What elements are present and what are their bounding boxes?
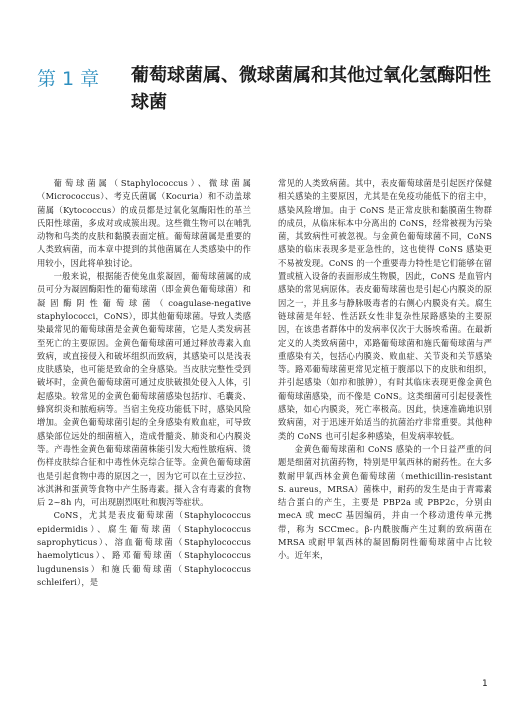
left-column (37, 177, 251, 589)
paragraph: 一般来说，根据能否使兔血浆凝固，葡萄球菌属的成员可分为凝固酶阳性的葡萄球菌（即金黄色葡萄球菌）和凝固酶阴性葡萄球菌（coagulase-negative staphylococci，CoNS），即其他葡萄球菌。导致人类感染最常见的葡萄球菌是金黄色葡萄球菌，它是人类发病甚至死亡的主要原因。金黄色葡萄球菌可通过释放毒素入血致病，或直接侵入和破坏组织而致病，其感染可以是浅表皮肤感染，也可能是致命的全身感染。当皮肤完整性受到破坏时，金黄色葡萄球菌可通过皮肤破损处侵入人体，引起感染。较常见的金黄色葡萄球菌感染包括疖、毛囊炎、蜂窝织炎和脓疱病等。当宿主免疫功能低下时，感染风险增加。金黄色葡萄球菌引起的全身感染有败血症，可导致感染部位远处的细菌植入，造成骨髓炎、肺炎和心内膜炎等。产毒性金黄色葡萄球菌菌株能引发大疱性脓疱病、烫伤样皮肤综合征和中毒性休克综合征等。金黄色葡萄球菌也是引起食物中毒的原因之一，因为它可以在土豆沙拉、冰淇淋和蛋黄等食物中产生肠毒素。摄入含有毒素的食物后 2~8h 内，可出现剧烈呕吐和腹泻等症状。 (37, 271, 251, 508)
chapter-number: 第 1 章 (37, 68, 100, 90)
paragraph: 常见的人类致病菌。其中，表皮葡萄球菌是引起医疗保健相关感染的主要原因，尤其是在免疫功能低下的宿主中，感染风险增加。由于 CoNS 是正常皮肤和黏膜菌生物群的成员，从临床标本中分离出的 CoNS，经常被视为污染菌，其致病性可被忽视。与金黄色葡萄球菌不同，CoNS 感染的临床表现多是亚急性的，这也使得 CoNS 感染更不易被发现。CoNS 的一个重要毒力特性是它们能够在留置或植入设备的表面形成生物膜，因此，CoNS 是血管内感染的常见病原体。表皮葡萄球菌也是引起心内膜炎的原因之一，并且多与静脉吸毒者的右侧心内膜炎有关。腐生链球菌是年轻、性活跃女性非复杂性尿路感染的主要原因，在该患者群体中的发病率仅次于大肠埃希菌。在最新定义的人类致病菌中，邓路葡萄球菌和施氏葡萄球菌与严重感染有关，包括心内膜炎、败血症、关节炎和关节感染等。路邓葡萄球菌更常见定植于腹部以下的皮肤和组织，并引起感染（如疖和脓肿），有时其临床表现更像金黄色葡萄球菌感染，而不像是 CoNS。这类细菌可引起侵袭性感染，如心内膜炎，死亡率极高。因此，快速准确地识别致病菌，对于迅速开始适当的抗菌治疗非常重要。其他种类的 CoNS 也可引起多种感染，但发病率较低。 (278, 178, 492, 441)
paragraph: CoNS，尤其是表皮葡萄球菌（Staphylococcus epidermidis）、腐生葡萄球菌（Staphylococcus saprophyticus）、溶血葡萄球菌（Staphylococcus haemolyticus）、路邓葡萄球菌（Staphylococcus lugdunensis）和施氏葡萄球菌（Staphylococcus schleiferi），是 (37, 510, 251, 587)
chapter-title: 葡萄球菌属、微球菌属和其他过氧化氢酶阳性球菌 (131, 65, 491, 113)
paragraph: 葡萄球菌属（Staphylococcus）、微球菌属（Micrococcus）、考克氏菌属（Kocuria）和不动盖球菌属（Kytococcus）的成员都是过氧化氢酶阳性的革兰氏阳性球菌，多成对或成簇出现。这些微生物可以在哺乳动物和鸟类的皮肤和黏膜表面定植。葡萄球菌属是重要的人类致病菌，而本章中提到的其他菌属在人类感染中的作用较小，因此将单独讨论。 (37, 178, 251, 268)
page-number: 1 (482, 679, 488, 689)
right-column (278, 177, 492, 563)
paragraph: 金黄色葡萄球菌和 CoNS 感染的一个日益严重的问题是细菌对抗菌药物，特别是甲氧西林的耐药性。在大多数耐甲氧西林金黄色葡萄球菌（methicillin-resistant S. aureus，MRSA）菌株中，耐药的发生是由于青霉素结合蛋白的产生，主要是 PBP2a 或 PBP2c，分别由 mecA 或 mecC 基因编码，并由一个移动遗传单元携带，称为 SCCmec。β-内酰胺酶产生过剩的致病菌在 MRSA 或耐甲氧西林的凝固酶阴性葡萄球菌中占比较小。近年来， (278, 443, 492, 561)
